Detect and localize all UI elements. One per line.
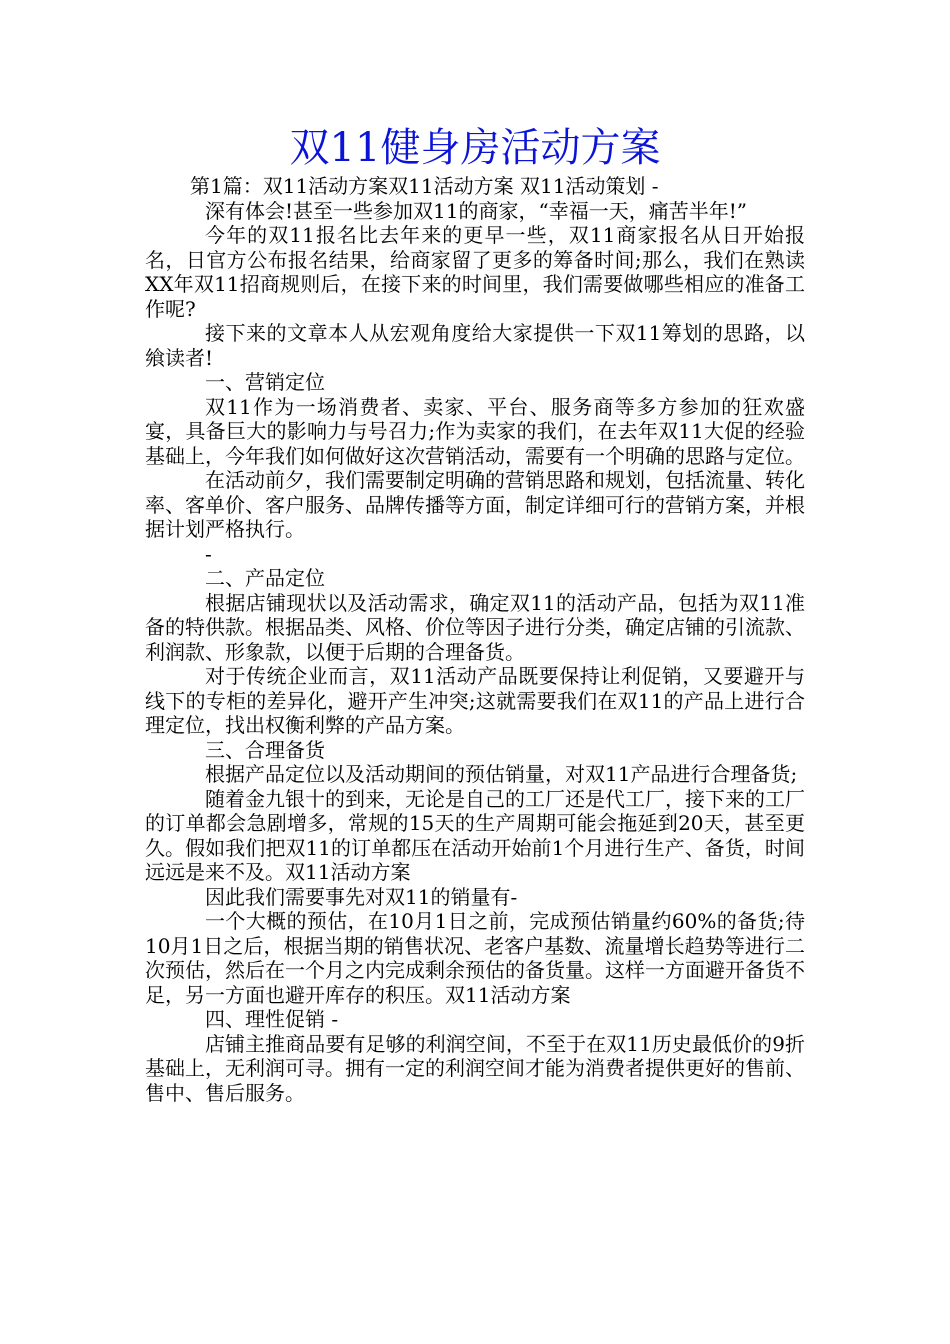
body-paragraph: 根据产品定位以及活动期间的预估销量，对双11产品进行合理备货;: [205, 762, 798, 786]
body-paragraph: 在活动前夕，我们需要制定明确的营销思路和规划，包括流量、转化率、客单价、客户服务、品牌传播等方面，制定详细可行的营销方案，并根据计划严格执行。: [145, 468, 805, 541]
document-title: 双11健身房活动方案: [289, 125, 661, 171]
body-paragraph: 双11作为一场消费者、卖家、平台、服务商等多方参加的狂欢盛宴，具备巨大的影响力与号召力;作为卖家的我们，在去年双11大促的经验基础上，今年我们如何做好这次营销活动，需要有一个明确的思路与定位。: [145, 394, 805, 468]
body-paragraph: 对于传统企业而言，双11活动产品既要保持让利促销，又要避开与线下的专柜的差异化，避开产生冲突;这就需要我们在双11的产品上进行合理定位，找出权衡利弊的产品方案。: [145, 664, 805, 737]
body-paragraph: 今年的双11报名比去年来的更早一些，双11商家报名从日开始报名，日官方公布报名结果，给商家留了更多的筹备时间;那么，我们在熟读XX年双11招商规则后，在接下来的时间里，我们需要做哪些相应的准备工作呢?: [145, 223, 805, 321]
body-paragraph: 随着金九银十的到来，无论是自己的工厂还是代工厂，接下来的工厂的订单都会急剧增多，常规的15天的生产周期可能会拖延到20天，甚至更久。假如我们把双11的订单都压在活动开始前1个月进行生产、备货，时间远远是来不及。双11活动方案: [145, 786, 805, 884]
section-heading: 四、理性促销 -: [205, 1007, 339, 1031]
section-heading: 二、产品定位: [205, 566, 325, 590]
body-paragraph: -: [205, 541, 212, 566]
body-paragraph: 根据店铺现状以及活动需求，确定双11的活动产品，包括为双11准备的特供款。根据品类、风格、价位等因子进行分类，确定店铺的引流款、利润款、形象款，以便于后期的合理备货。: [145, 590, 805, 664]
body-paragraph: 店铺主推商品要有足够的利润空间，不至于在双11历史最低价的9折基础上，无利润可寻。拥有一定的利润空间才能为消费者提供更好的售前、售中、售后服务。: [145, 1031, 805, 1105]
section-heading: 一、营销定位: [205, 370, 325, 394]
body-paragraph: 接下来的文章本人从宏观角度给大家提供一下双11筹划的思路，以飨读者!: [145, 321, 805, 370]
body-paragraph: 一个大概的预估，在10月1日之前，完成预估销量约60%的备货;待10月1日之后，根据当期的销售状况、老客户基数、流量增长趋势等进行二次预估，然后在一个月之内完成剩余预估的备货量。这样一方面避开备货不足，另一方面也避开库存的积压。双11活动方案: [145, 909, 805, 1007]
body-paragraph: 深有体会!甚至一些参加双11的商家，“幸福一天，痛苦半年!”: [205, 198, 747, 223]
section-heading: 三、合理备货: [205, 737, 325, 762]
document-subtitle: 第1篇：双11活动方案双11活动方案 双11活动策划 -: [190, 174, 659, 198]
document-body: [145, 174, 805, 1105]
body-paragraph: 因此我们需要事先对双11的销量有-: [205, 884, 518, 909]
